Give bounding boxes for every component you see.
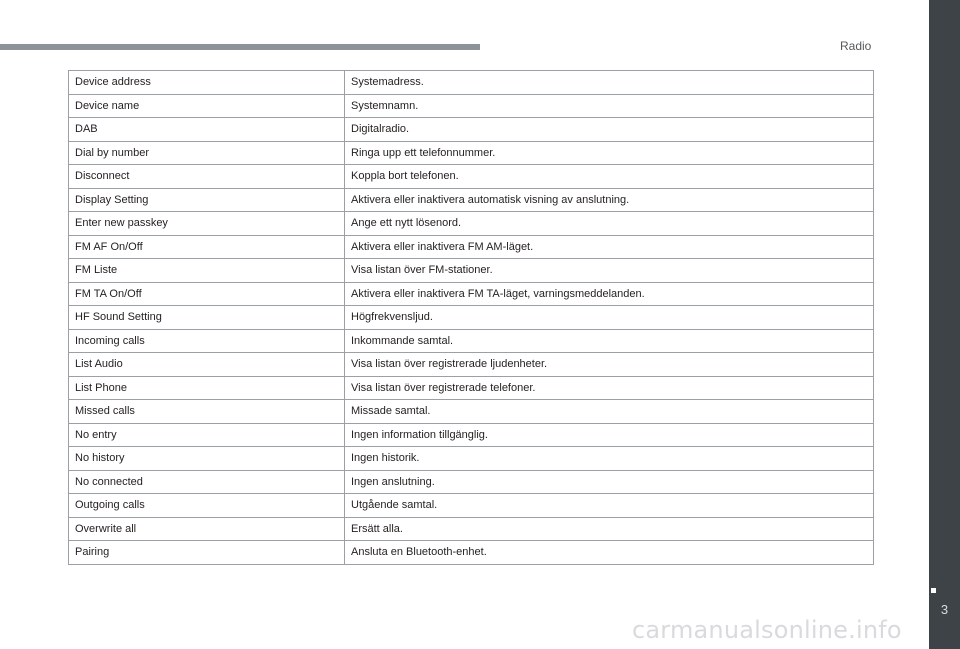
term-cell: No connected bbox=[69, 470, 345, 494]
translation-cell: Visa listan över FM-stationer. bbox=[345, 259, 874, 283]
term-cell: HF Sound Setting bbox=[69, 306, 345, 330]
table-row bbox=[69, 282, 874, 306]
translation-cell: Ansluta en Bluetooth-enhet. bbox=[345, 541, 874, 565]
term-cell: DAB bbox=[69, 118, 345, 142]
page-number: 3 bbox=[940, 602, 949, 617]
table-row bbox=[69, 141, 874, 165]
table-row bbox=[69, 423, 874, 447]
section-title: Radio bbox=[840, 39, 872, 53]
translation-cell: Aktivera eller inaktivera FM TA-läget, varningsmeddelanden. bbox=[345, 282, 874, 306]
term-cell: Missed calls bbox=[69, 400, 345, 424]
term-cell: FM Liste bbox=[69, 259, 345, 283]
header-rule bbox=[0, 44, 480, 50]
term-cell: FM AF On/Off bbox=[69, 235, 345, 259]
translation-cell: Missade samtal. bbox=[345, 400, 874, 424]
translation-cell: Ingen historik. bbox=[345, 447, 874, 471]
table-row bbox=[69, 353, 874, 377]
table-row bbox=[69, 71, 874, 95]
term-cell: Incoming calls bbox=[69, 329, 345, 353]
translation-cell: Visa listan över registrerade telefoner. bbox=[345, 376, 874, 400]
table-row bbox=[69, 165, 874, 189]
table-row bbox=[69, 447, 874, 471]
watermark: carmanualsonline.info bbox=[632, 616, 902, 644]
term-cell: Enter new passkey bbox=[69, 212, 345, 236]
term-cell: List Audio bbox=[69, 353, 345, 377]
translation-cell: Systemadress. bbox=[345, 71, 874, 95]
table-row bbox=[69, 188, 874, 212]
term-cell: Disconnect bbox=[69, 165, 345, 189]
translation-cell: Inkommande samtal. bbox=[345, 329, 874, 353]
table-row bbox=[69, 376, 874, 400]
table-row bbox=[69, 541, 874, 565]
translation-cell: Ersätt alla. bbox=[345, 517, 874, 541]
translation-cell: Högfrekvensljud. bbox=[345, 306, 874, 330]
term-cell: Pairing bbox=[69, 541, 345, 565]
translation-cell: Ringa upp ett telefonnummer. bbox=[345, 141, 874, 165]
translation-cell: Ingen information tillgänglig. bbox=[345, 423, 874, 447]
term-cell: No history bbox=[69, 447, 345, 471]
term-cell: No entry bbox=[69, 423, 345, 447]
table-row bbox=[69, 259, 874, 283]
translation-cell: Koppla bort telefonen. bbox=[345, 165, 874, 189]
table-row bbox=[69, 329, 874, 353]
table-row bbox=[69, 517, 874, 541]
table-row bbox=[69, 118, 874, 142]
translation-cell: Utgående samtal. bbox=[345, 494, 874, 518]
translation-cell: Digitalradio. bbox=[345, 118, 874, 142]
table-row bbox=[69, 94, 874, 118]
translation-cell: Visa listan över registrerade ljudenheter. bbox=[345, 353, 874, 377]
term-cell: List Phone bbox=[69, 376, 345, 400]
translation-cell: Ange ett nytt lösenord. bbox=[345, 212, 874, 236]
table-row bbox=[69, 212, 874, 236]
translation-cell: Systemnamn. bbox=[345, 94, 874, 118]
term-cell: Device address bbox=[69, 71, 345, 95]
table-row bbox=[69, 306, 874, 330]
table-row bbox=[69, 235, 874, 259]
translation-cell: Aktivera eller inaktivera automatisk visning av anslutning. bbox=[345, 188, 874, 212]
glossary-table bbox=[68, 70, 874, 565]
term-cell: Outgoing calls bbox=[69, 494, 345, 518]
page-marker bbox=[931, 588, 936, 593]
sidebar-band bbox=[929, 0, 960, 649]
table-row bbox=[69, 494, 874, 518]
glossary-body bbox=[69, 71, 874, 565]
term-cell: FM TA On/Off bbox=[69, 282, 345, 306]
term-cell: Dial by number bbox=[69, 141, 345, 165]
term-cell: Device name bbox=[69, 94, 345, 118]
table-row bbox=[69, 470, 874, 494]
translation-cell: Aktivera eller inaktivera FM AM-läget. bbox=[345, 235, 874, 259]
translation-cell: Ingen anslutning. bbox=[345, 470, 874, 494]
term-cell: Overwrite all bbox=[69, 517, 345, 541]
table-row bbox=[69, 400, 874, 424]
term-cell: Display Setting bbox=[69, 188, 345, 212]
